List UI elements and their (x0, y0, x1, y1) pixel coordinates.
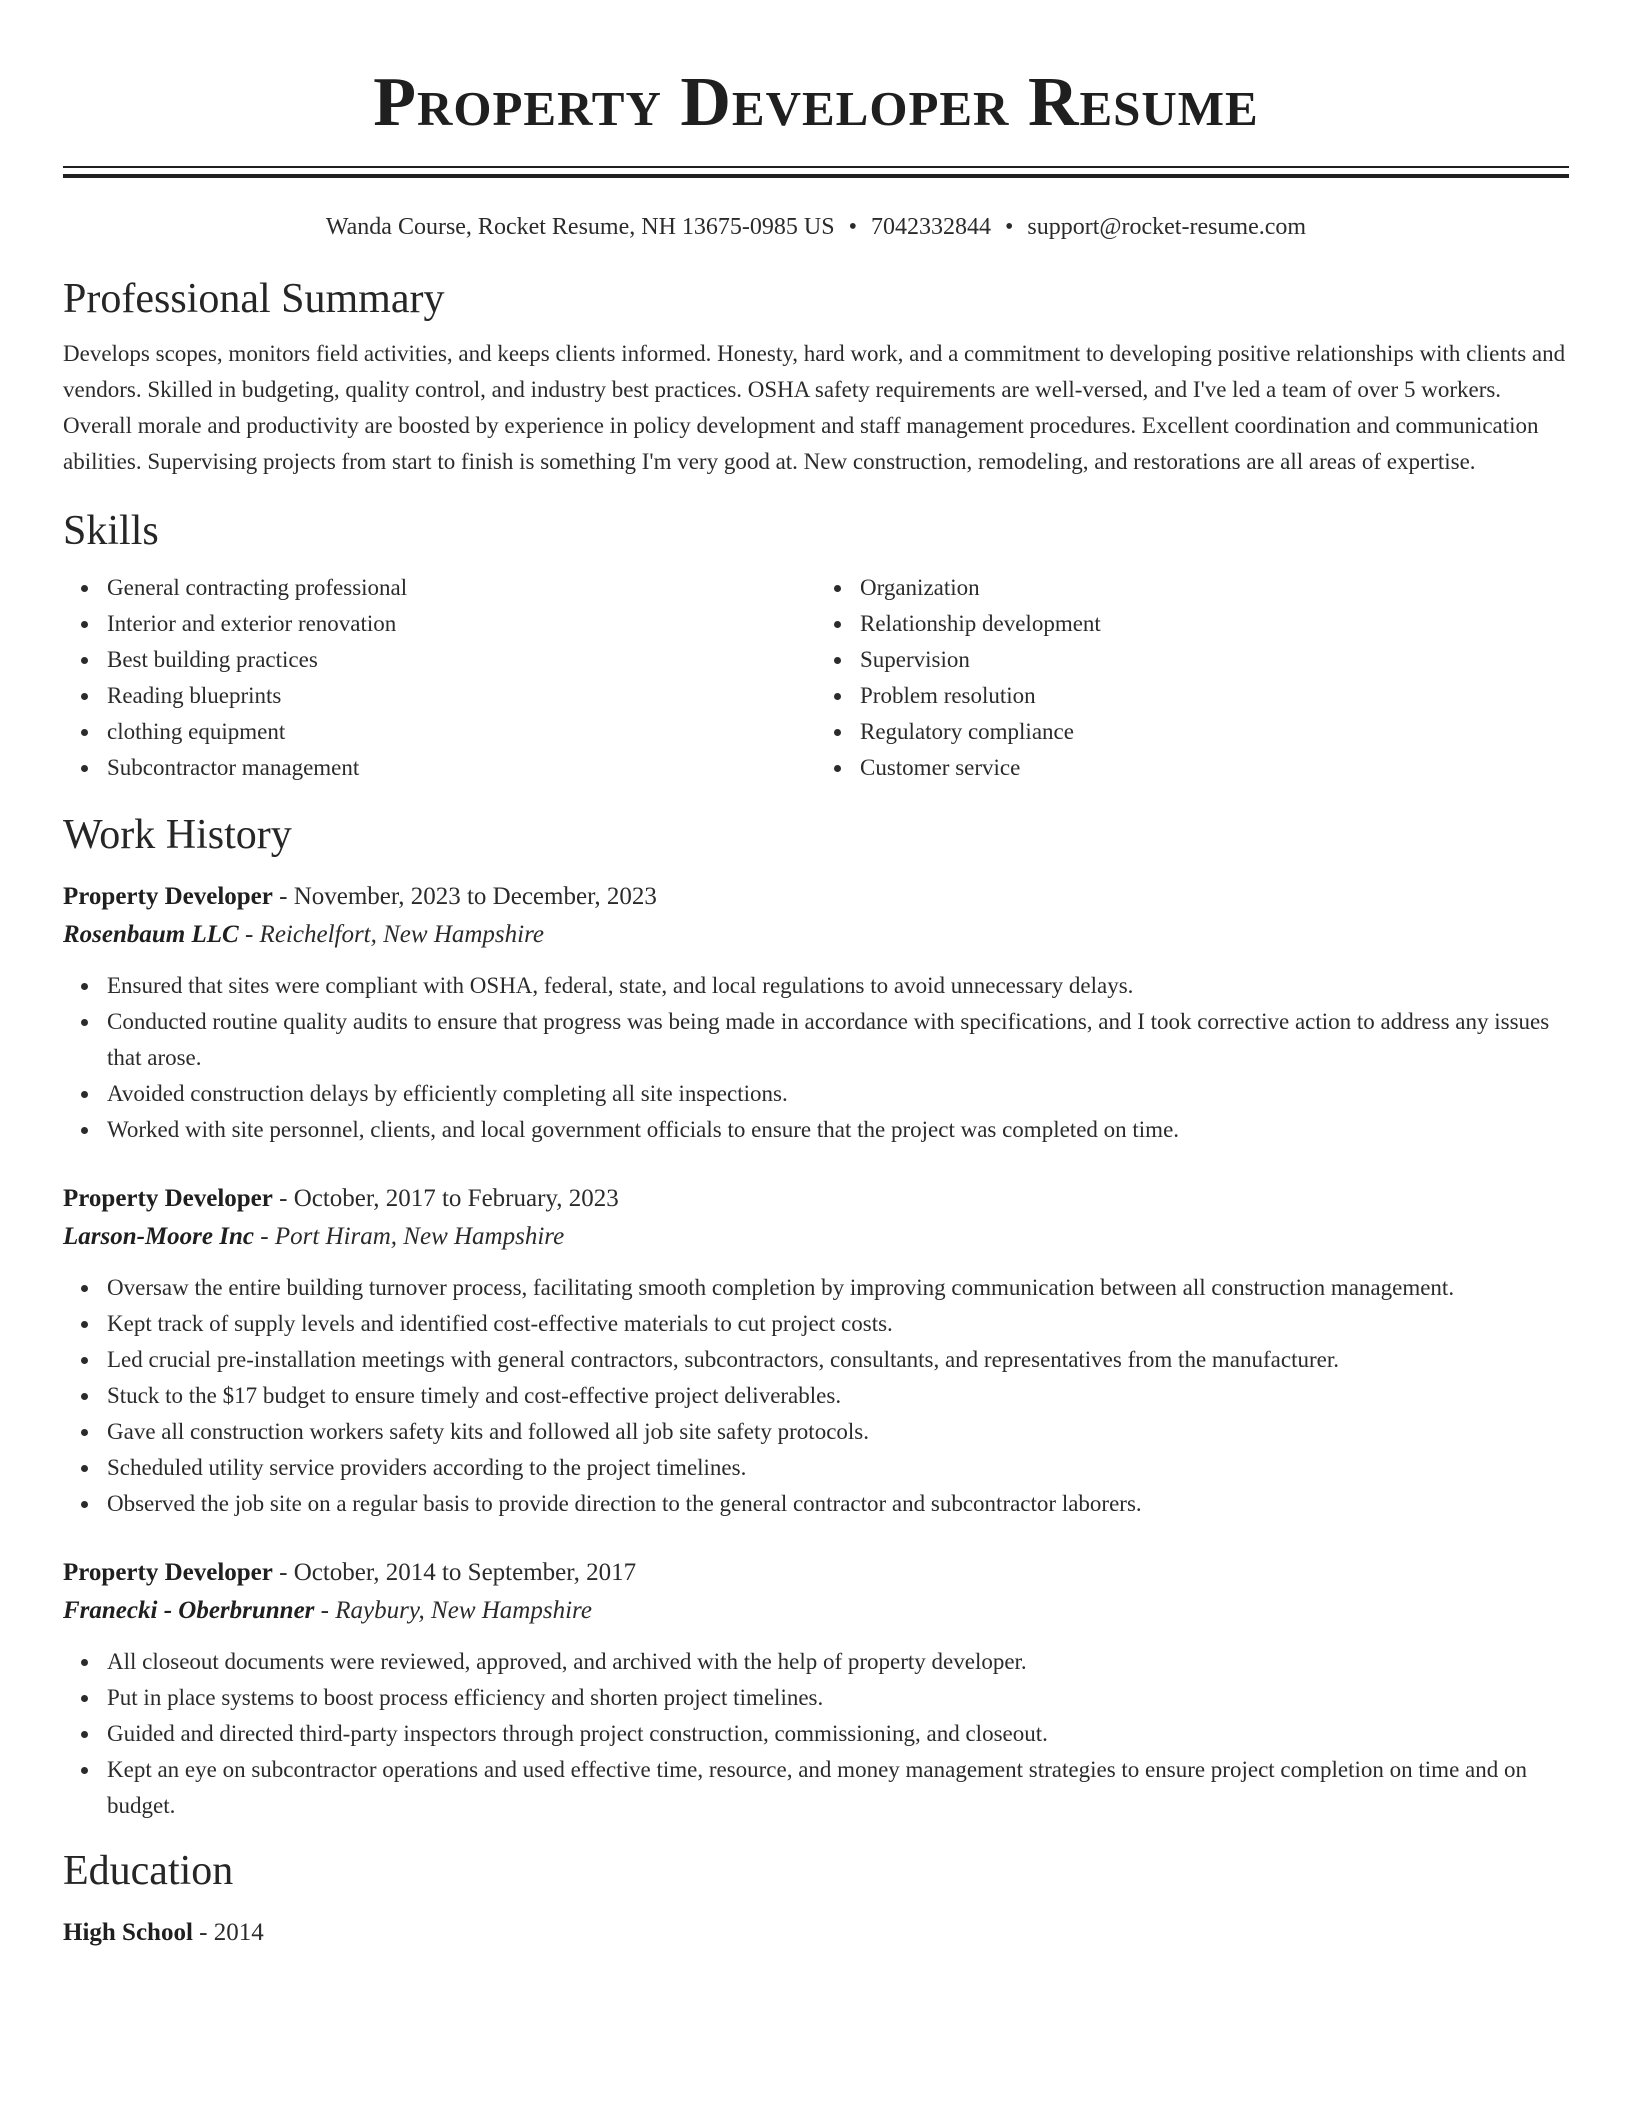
job-duties-list (63, 1644, 1569, 1824)
job-entry (63, 878, 1569, 1148)
skill-item: General contracting professional (107, 570, 816, 606)
job-location: - Port Hiram, New Hampshire (254, 1223, 565, 1250)
skill-item: Customer service (860, 750, 1569, 786)
job-employer (63, 916, 1569, 954)
job-header (63, 1180, 1569, 1218)
work-history-section (63, 810, 1569, 1824)
skills-heading: Skills (63, 508, 159, 554)
job-title: Property Developer (63, 1185, 273, 1212)
contact-email: support@rocket-resume.com (1027, 214, 1307, 240)
job-duty: Guided and directed third-party inspectors through project construction, commissioning, and closeout. (107, 1716, 1569, 1752)
skill-item: Supervision (860, 642, 1569, 678)
company-name: Franecki - Oberbrunner (63, 1597, 315, 1624)
skills-grid (63, 570, 1569, 786)
summary-section (63, 274, 1569, 480)
skill-item: Reading blueprints (107, 678, 816, 714)
job-duty: Worked with site personnel, clients, and local government officials to ensure that the project was completed on time. (107, 1112, 1569, 1148)
skill-item: Interior and exterior renovation (107, 606, 816, 642)
job-employer (63, 1218, 1569, 1256)
title-divider (63, 166, 1569, 178)
skill-item: Best building practices (107, 642, 816, 678)
contact-address: Wanda Course, Rocket Resume, NH 13675-0985 US (325, 214, 835, 240)
summary-text: Develops scopes, monitors field activities, and keeps clients informed. Honesty, hard work, and a commitment to developing positive relationships with clients and vendors. Skilled in budgeting, quality control, and industry best practices. OSHA safety requirements are well-versed, and I've led a team of over 5 workers. Overall morale and productivity are boosted by experience in policy development and staff management procedures. Excellent coordination and communication abilities. Supervising projects from start to finish is something I'm very good at. New construction, remodeling, and restorations are all areas of expertise. (63, 341, 1566, 474)
education-degree: High School (63, 1919, 193, 1946)
job-location: - Raybury, New Hampshire (314, 1597, 592, 1624)
job-employer (63, 1592, 1569, 1630)
contact-line (63, 212, 1569, 242)
skill-item: clothing equipment (107, 714, 816, 750)
job-duty: Gave all construction workers safety kits and followed all job site safety protocols. (107, 1414, 1569, 1450)
skills-list-right (816, 570, 1569, 786)
work-history-heading: Work History (63, 812, 292, 858)
job-duty: Stuck to the $17 budget to ensure timely and cost-effective project deliverables. (107, 1378, 1569, 1414)
skill-item: Subcontractor management (107, 750, 816, 786)
job-duty: Led crucial pre-installation meetings with general contractors, subcontractors, consultants, and representatives from the manufacturer. (107, 1342, 1569, 1378)
job-header (63, 1554, 1569, 1592)
education-heading: Education (63, 1848, 234, 1894)
job-title: Property Developer (63, 1559, 273, 1586)
skills-column-left (63, 570, 816, 786)
contact-phone: 7042332844 (870, 214, 991, 240)
skill-item: Problem resolution (860, 678, 1569, 714)
job-duty: Ensured that sites were compliant with OSHA, federal, state, and local regulations to avoid unnecessary delays. (107, 968, 1569, 1004)
job-location: - Reichelfort, New Hampshire (238, 921, 545, 948)
job-duty: Avoided construction delays by efficiently completing all site inspections. (107, 1076, 1569, 1112)
divider-line-thick (63, 174, 1569, 178)
job-header (63, 878, 1569, 916)
education-section (63, 1846, 1569, 1952)
contact-separator: • (848, 214, 857, 240)
company-name: Larson-Moore Inc (63, 1223, 254, 1250)
job-dates: - October, 2014 to September, 2017 (272, 1559, 637, 1586)
job-duties-list (63, 968, 1569, 1148)
skill-item: Regulatory compliance (860, 714, 1569, 750)
job-dates: - November, 2023 to December, 2023 (272, 883, 657, 910)
job-duty: Kept track of supply levels and identified cost-effective materials to cut project costs. (107, 1306, 1569, 1342)
company-name: Rosenbaum LLC (63, 921, 239, 948)
job-duty: Observed the job site on a regular basis to provide direction to the general contractor and subcontractor laborers. (107, 1486, 1569, 1522)
job-duty: All closeout documents were reviewed, approved, and archived with the help of property developer. (107, 1644, 1569, 1680)
job-duties-list (63, 1270, 1569, 1522)
contact-separator: • (1004, 214, 1014, 240)
skill-item: Organization (860, 570, 1569, 606)
job-duty: Scheduled utility service providers according to the project timelines. (107, 1450, 1569, 1486)
job-duty: Conducted routine quality audits to ensure that progress was being made in accordance with specifications, and I took corrective action to address any issues that arose. (107, 1004, 1569, 1076)
skill-item: Relationship development (860, 606, 1569, 642)
summary-heading: Professional Summary (63, 276, 445, 322)
job-entry (63, 1554, 1569, 1824)
skills-section (63, 506, 1569, 786)
page-title: Property Developer Resume (373, 64, 1259, 141)
skills-list-left (63, 570, 816, 786)
job-entry (63, 1180, 1569, 1522)
job-title: Property Developer (63, 883, 273, 910)
job-duty: Kept an eye on subcontractor operations and used effective time, resource, and money management strategies to ensure project completion on time and on budget. (107, 1752, 1569, 1824)
job-duty: Put in place systems to boost process efficiency and shorten project timelines. (107, 1680, 1569, 1716)
job-dates: - October, 2017 to February, 2023 (272, 1185, 619, 1212)
education-entry (63, 1914, 1569, 1952)
education-year: - 2014 (192, 1919, 264, 1946)
job-duty: Oversaw the entire building turnover process, facilitating smooth completion by improving communication between all construction management. (107, 1270, 1569, 1306)
skills-column-right (816, 570, 1569, 786)
